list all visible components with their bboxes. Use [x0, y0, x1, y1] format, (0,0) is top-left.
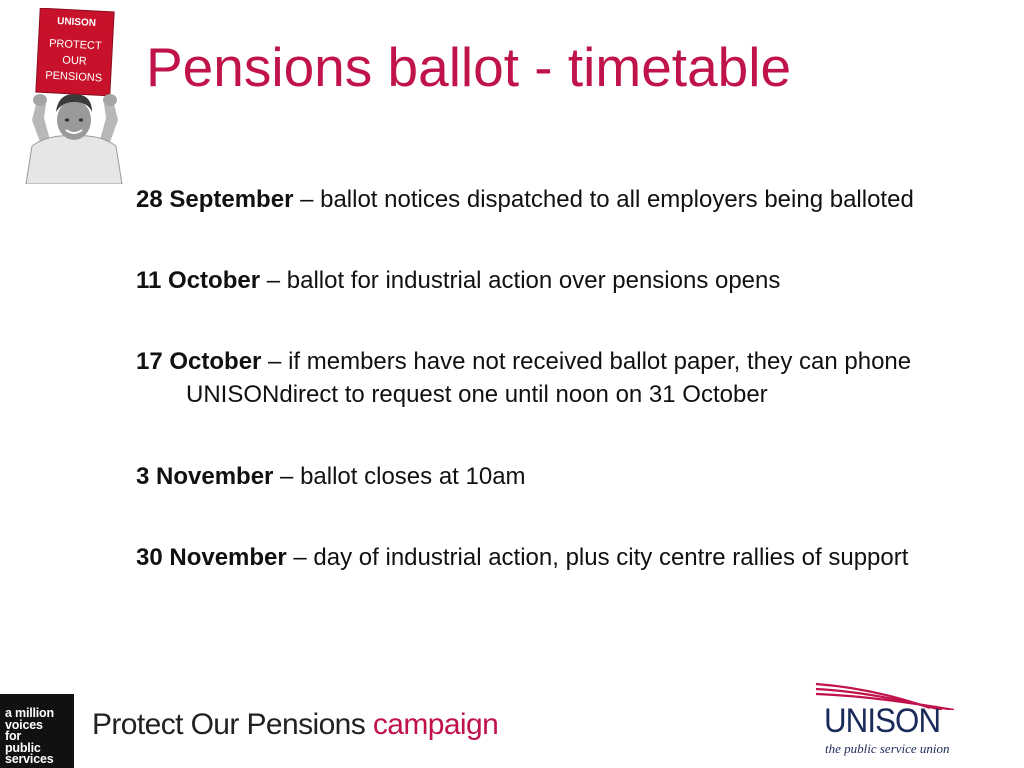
timetable-item: [136, 541, 976, 574]
unison-logo: [812, 680, 972, 762]
timetable-date: 30 November: [136, 544, 287, 571]
timetable-list: [136, 183, 976, 574]
timetable-date: 17 October: [136, 348, 262, 375]
unison-wordmark: UNISON: [824, 702, 941, 740]
placard-illustration: [18, 8, 130, 184]
timetable-date: 11 October: [136, 267, 261, 294]
tile-line: voices: [5, 717, 43, 732]
timetable-item: [136, 264, 976, 297]
timetable-text: – day of industrial action, plus city centre rallies of support: [286, 544, 909, 571]
placard-line4: PENSIONS: [44, 69, 103, 85]
tile-line: for: [5, 729, 22, 743]
slide-title: Pensions ballot - timetable: [146, 36, 792, 98]
million-voices-tile: [0, 694, 74, 768]
timetable-item: [136, 460, 976, 493]
placard-line3: OUR: [62, 54, 88, 68]
unison-tagline: the public service union: [825, 741, 950, 756]
campaign-banner: [92, 707, 498, 743]
campaign-name: Protect Our Pensions: [92, 708, 373, 741]
campaign-word: campaign: [372, 708, 499, 741]
timetable-item: [136, 183, 976, 216]
tile-line: services: [5, 752, 54, 766]
placard-line2: PROTECT: [48, 37, 102, 53]
tile-line: a million: [5, 706, 54, 720]
timetable-text: – if members have not received ballot paper, they can phone UNISONdirect to request one until noon on 31 October: [186, 348, 912, 408]
tile-line: public: [5, 740, 41, 755]
timetable-date: 3 November: [136, 463, 274, 490]
timetable-text: – ballot notices dispatched to all employers being balloted: [293, 186, 914, 213]
timetable-date: 28 September: [136, 186, 294, 213]
timetable-text: – ballot for industrial action over pensions opens: [260, 267, 781, 294]
timetable-text: – ballot closes at 10am: [273, 463, 526, 490]
timetable-item: [136, 345, 976, 411]
placard-line1: UNISON: [56, 16, 97, 30]
